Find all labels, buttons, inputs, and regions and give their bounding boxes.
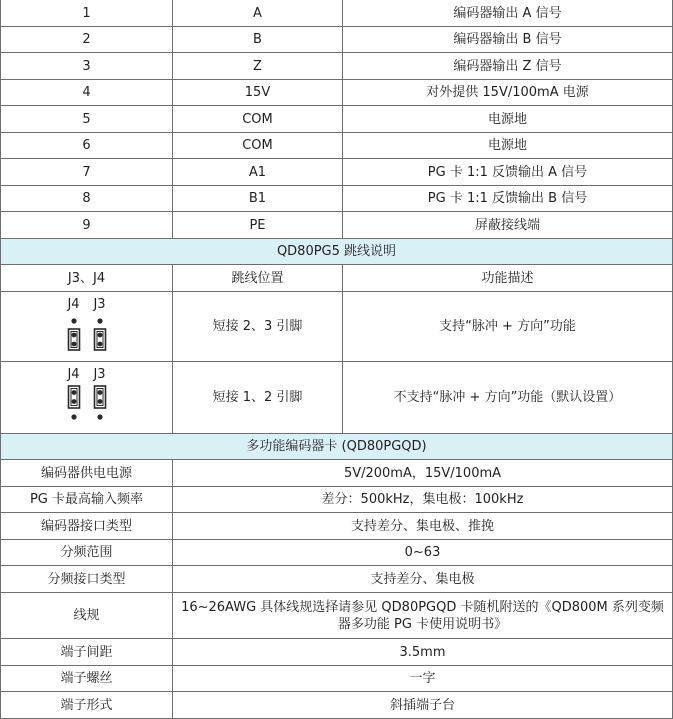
terminal-desc: 电源地	[343, 106, 673, 133]
jumper-short-pins-2-3-icon	[62, 314, 112, 356]
jumper-short-pins-1-2-icon	[62, 384, 112, 428]
terminal-desc: 电源地	[343, 133, 673, 159]
spec-value: 支持差分、集电极	[173, 566, 673, 593]
spec-value: 5V/200mA，15V/100mA	[173, 460, 673, 487]
terminal-no: 8	[1, 186, 173, 212]
terminal-desc: PG 卡 1:1 反馈输出 A 信号	[343, 159, 673, 186]
jumper-diagram	[61, 298, 113, 356]
column-header: J3、J4	[1, 265, 173, 292]
terminal-desc: 编码器输出 Z 信号	[343, 53, 673, 80]
spec-value: 斜插端子台	[173, 692, 673, 719]
terminal-name: COM	[173, 106, 343, 133]
terminal-no: 1	[1, 0, 173, 27]
jumper-label: J4	[67, 366, 80, 382]
jumper-label: J3	[93, 296, 106, 312]
spec-row	[1, 692, 673, 719]
spec-value	[173, 593, 673, 639]
jumper-function: 支持“脉冲 + 方向”功能	[343, 292, 673, 362]
terminal-desc: 屏蔽接线端	[343, 212, 673, 239]
spec-row	[1, 566, 673, 593]
jumper-label: J4	[67, 296, 80, 312]
spec-row	[1, 487, 673, 513]
spec-row	[1, 639, 673, 666]
spec-row	[1, 540, 673, 566]
terminal-row	[1, 53, 673, 80]
terminal-row	[1, 186, 673, 212]
terminal-row	[1, 27, 673, 53]
column-header: 跳线位置	[173, 265, 343, 292]
terminal-desc: 对外提供 15V/100mA 电源	[343, 80, 673, 106]
terminal-no: 4	[1, 80, 173, 106]
terminal-no: 3	[1, 53, 173, 80]
spec-label: 线规	[1, 593, 173, 639]
terminal-row	[1, 0, 673, 27]
spec-label: 端子间距	[1, 639, 173, 666]
terminal-row	[1, 133, 673, 159]
spec-label: 端子形式	[1, 692, 173, 719]
spec-label: 分频接口类型	[1, 566, 173, 593]
terminal-name: A1	[173, 159, 343, 186]
spec-label: 端子螺丝	[1, 666, 173, 692]
spec-label: PG 卡最高输入频率	[1, 487, 173, 513]
jumper-label: J3	[93, 366, 106, 382]
spec-label: 编码器接口类型	[1, 513, 173, 540]
section-header-spec	[1, 434, 673, 460]
terminal-name: B	[173, 27, 343, 53]
spec-value: 一字	[173, 666, 673, 692]
terminal-name: COM	[173, 133, 343, 159]
jumper-diagram	[61, 368, 113, 428]
spec-value-text: 16~26AWG 具体线规选择请参见 QD80PGQD 卡随机附送的《QD800M 系列变频器多功能 PG 卡使用说明书》	[181, 599, 664, 632]
terminal-desc: PG 卡 1:1 反馈输出 B 信号	[343, 186, 673, 212]
spec-row	[1, 513, 673, 540]
terminal-no: 2	[1, 27, 173, 53]
terminal-name: B1	[173, 186, 343, 212]
terminal-name: Z	[173, 53, 343, 80]
jumper-row	[1, 292, 673, 362]
terminal-row	[1, 212, 673, 239]
jumper-diagram-cell	[1, 292, 173, 362]
terminal-no: 9	[1, 212, 173, 239]
terminal-row	[1, 106, 673, 133]
terminal-name: A	[173, 0, 343, 27]
spec-row	[1, 666, 673, 692]
section-title: 多功能编码器卡 (QD80PGQD)	[1, 434, 673, 460]
terminal-desc: 编码器输出 A 信号	[343, 0, 673, 27]
terminal-row	[1, 80, 673, 106]
terminal-desc: 编码器输出 B 信号	[343, 27, 673, 53]
jumper-row	[1, 362, 673, 434]
jumper-diagram-cell	[1, 362, 173, 434]
spec-label: 编码器供电电源	[1, 460, 173, 487]
terminal-no: 6	[1, 133, 173, 159]
spec-row	[1, 460, 673, 487]
spec-value: 支持差分、集电极、推挽	[173, 513, 673, 540]
spec-row	[1, 593, 673, 639]
spec-value: 差分：500kHz，集电极：100kHz	[173, 487, 673, 513]
terminal-row	[1, 159, 673, 186]
terminal-name: 15V	[173, 80, 343, 106]
column-header: 功能描述	[343, 265, 673, 292]
jumper-position: 短接 2、3 引脚	[173, 292, 343, 362]
section-header-jumper	[1, 239, 673, 265]
terminal-no: 7	[1, 159, 173, 186]
spec-value: 3.5mm	[173, 639, 673, 666]
spec-label: 分频范围	[1, 540, 173, 566]
terminal-name: PE	[173, 212, 343, 239]
jumper-position: 短接 1、2 引脚	[173, 362, 343, 434]
jumper-header-row	[1, 265, 673, 292]
terminal-no: 5	[1, 106, 173, 133]
spec-value: 0~63	[173, 540, 673, 566]
jumper-function: 不支持“脉冲 + 方向”功能（默认设置）	[343, 362, 673, 434]
section-title: QD80PG5 跳线说明	[1, 239, 673, 265]
